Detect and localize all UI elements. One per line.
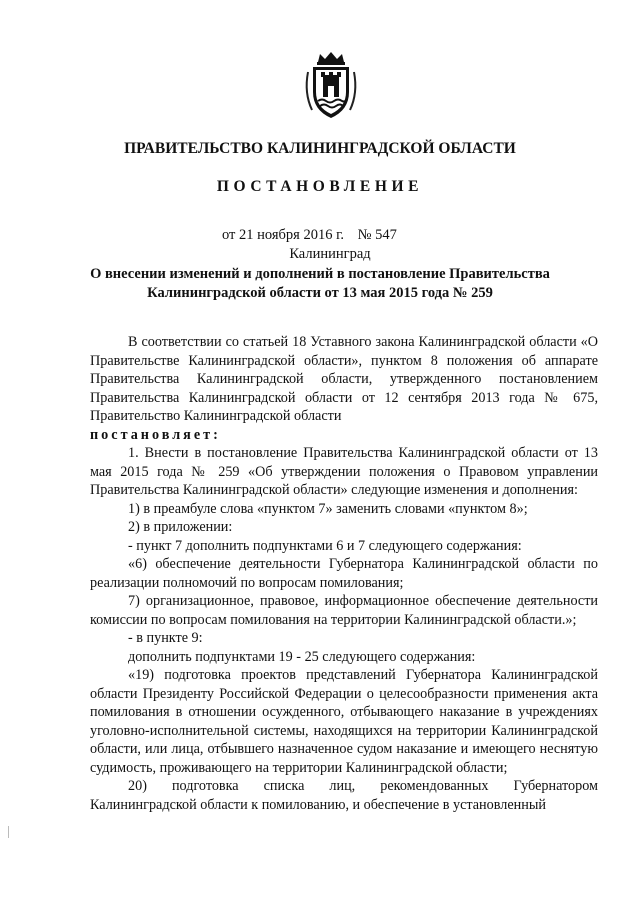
body-paragraph: «6) обеспечение деятельности Губернатора Калининградской области по реализации полномочий по вопросам помилования; xyxy=(90,556,598,591)
resolves-word xyxy=(90,426,598,445)
heading-line-1: О внесении изменений и дополнений в постановление Правительства xyxy=(90,266,550,282)
body-paragraph: - пункт 7 дополнить подпунктами 6 и 7 следующего содержания: xyxy=(128,537,522,554)
document-body xyxy=(90,333,598,814)
margin-mark xyxy=(8,826,14,838)
body-paragraph: дополнить подпунктами 19 - 25 следующего содержания: xyxy=(128,648,476,665)
body-paragraph: - в пункте 9: xyxy=(128,630,203,646)
resolves-label: постановляет: xyxy=(90,426,221,443)
document-city: Калининград xyxy=(289,246,371,262)
body-paragraph: 2) в приложении: xyxy=(128,519,233,535)
document-date: от 21 ноября 2016 г. xyxy=(222,227,345,243)
date-number-line xyxy=(222,227,397,244)
body-paragraph: 1. Внести в постановление Правительства Калининградской области от 13 мая 2015 года № 259 «Об утверждении положения о Правовом управлении Правительства Калининградской области» следующие изменения и дополнения: xyxy=(90,445,598,498)
body-paragraph: 1) в преамбуле слова «пунктом 7» заменить словами «пунктом 8»; xyxy=(128,500,528,517)
preamble-paragraph: В соответствии со статьей 18 Уставного закона Калининградской области «О Правительстве Калининградской области», пунктом 8 положения об аппарате Правительства Калининградской области, утвержденного постановлением Правительства Калининградской области от 12 сентября 2013 года № 675, Правительство Калининградской области xyxy=(90,334,598,424)
document-number: № 547 xyxy=(357,227,397,243)
document-heading xyxy=(0,265,640,303)
heading-line-2: Калининградской области от 13 мая 2015 года № 259 xyxy=(147,285,493,301)
body-paragraph: 20) подготовка списка лиц, рекомендованных Губернатором Калининградской области к помилованию, и обеспечение в установленный xyxy=(90,778,598,813)
document-type: ПОСТАНОВЛЕНИЕ xyxy=(216,178,424,195)
government-name: ПРАВИТЕЛЬСТВО КАЛИНИНГРАДСКОЙ ОБЛАСТИ xyxy=(124,140,516,157)
coat-of-arms-icon xyxy=(302,48,360,122)
body-paragraph: 7) организационное, правовое, информационное обеспечение деятельности комиссии по вопросам помилования на территории Калининградской области.»; xyxy=(90,593,598,628)
body-paragraph: «19) подготовка проектов представлений Губернатора Калининградской области Президенту Российской Федерации о целесообразности применения акта помилования в отношении осужденного, отбывающего наказание в учреждениях уголовно-исполнительной системы, находящихся на территории Калининградской области, или лица, отбывшего назначенное судом наказание и имеющего неснятую судимость, проживающего на территории Калининградской области; xyxy=(90,667,598,776)
